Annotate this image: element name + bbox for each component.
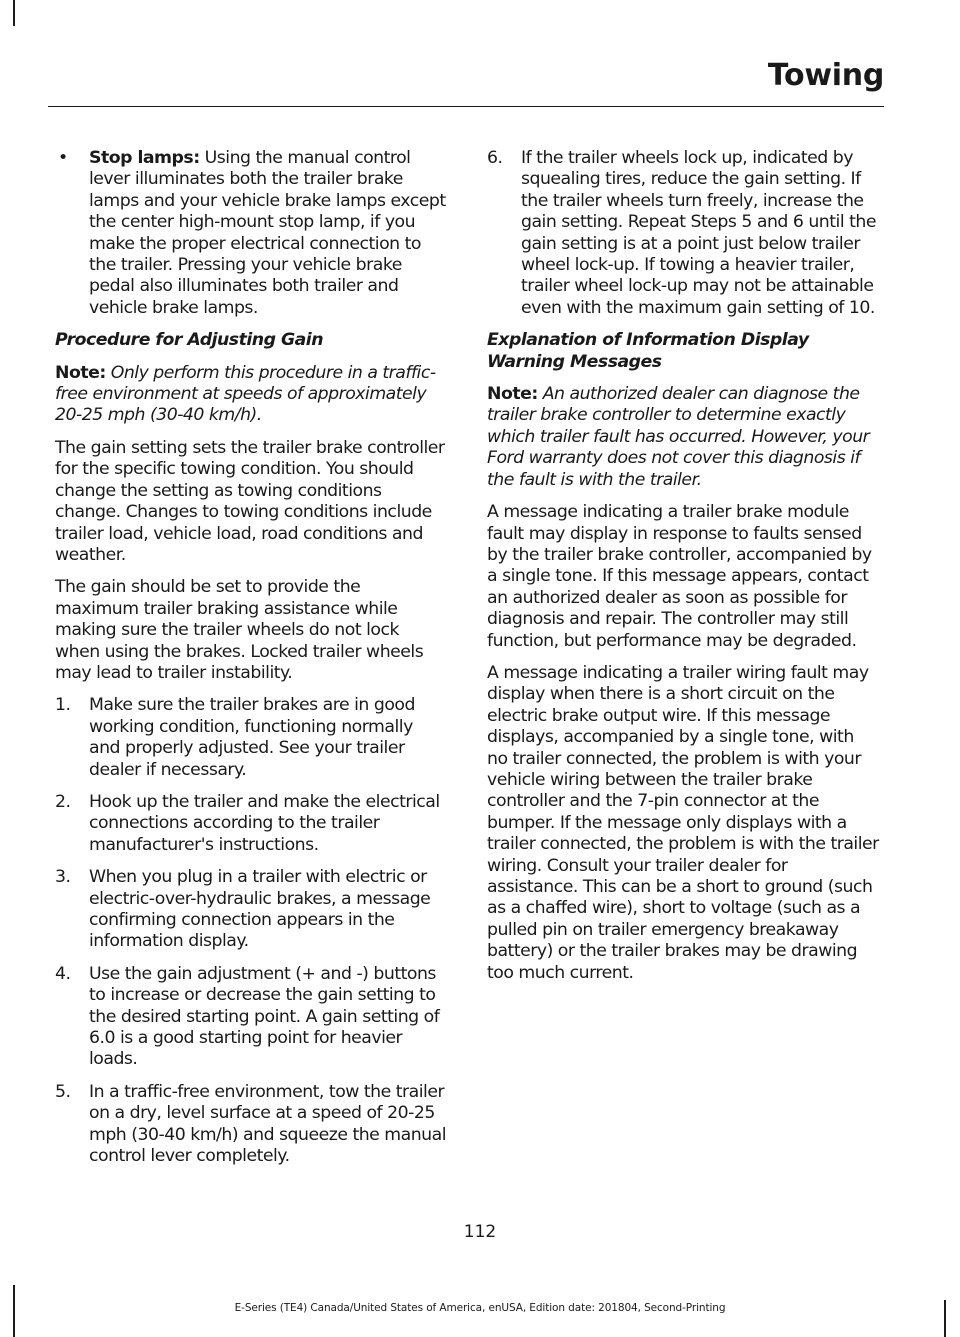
bullet-term: Stop lamps:: [89, 148, 200, 168]
section-heading-warning-messages: Explanation of Information Display Warning Messages: [487, 330, 809, 372]
paragraph-gain-setting: The gain setting sets the trailer brake controller for the specific towing condition. You should change the setting as towing conditions change. Changes to towing conditions include trailer load, vehicle load, road conditions and weather.: [55, 437, 445, 565]
page-number: 112: [463, 1222, 497, 1242]
note-text: Only perform this procedure in a traffic-free environment at speeds of approximately 20-25 mph (30-40 km/h).: [55, 362, 436, 426]
step-number: 2.: [55, 791, 71, 812]
step-text: If the trailer wheels lock up, indicated by squealing tires, reduce the gain setting. If the trailer wheels turn freely, increase the gain setting. Repeat Steps 5 and 6 until the gain setting is at a point just below trailer wheel lock-up. If towing a heavier trailer, trailer wheel lock-up may not be attainable even with the maximum gain setting of 10.: [521, 148, 876, 318]
note-label: Note:: [55, 362, 106, 383]
step-text: In a traffic-free environment, tow the trailer on a dry, level surface at a speed of 20-25 mph (30-40 km/h) and squeeze the manual control lever completely.: [89, 1081, 447, 1167]
bullet-marker: •: [58, 148, 68, 168]
paragraph-gain-assistance: The gain should be set to provide the maximum trailer braking assistance while making sure the trailer wheels do not lock when using the brakes. Locked trailer wheels may lead to trailer instability.: [55, 577, 424, 683]
paragraph-wiring-fault: A message indicating a trailer wiring fault may display when there is a short circuit on the electric brake output wire. If this message displays, accompanied by a single tone, with no trailer connected, the problem is with your vehicle wiring between the trailer brake controller and the 7-pin connector at the bumper. If the message only displays with a trailer connected, the problem is with the trailer wiring. Consult your trailer dealer for assistance. This can be a short to ground (such as a chaffed wire), short to voltage (such as a pulled pin on trailer emergency breakaway battery) or the trailer brakes may be drawing too much current.: [487, 662, 879, 983]
step-number: 1.: [55, 695, 71, 716]
step-number: 4.: [55, 963, 71, 984]
step-text: Use the gain adjustment (+ and -) buttons to increase or decrease the gain setting to the desired starting point. A gain setting of 6.0 is a good starting point for heavier loads.: [89, 963, 440, 1070]
step-item-3: [55, 867, 447, 953]
step-item-1: [55, 695, 447, 781]
step-text: When you plug in a trailer with electric or electric-over-hydraulic brakes, a message confirming connection appears in the information display.: [89, 867, 431, 952]
step-item-2: [55, 792, 447, 856]
bullet-text: Using the manual control lever illuminates both the trailer brake lamps and your vehicle brake lamps except the center high-mount stop lamp, if you make the proper electrical connection to the trailer. Pressing your vehicle brake pedal also illuminates both trailer and vehicle brake lamps.: [89, 148, 446, 318]
note-label: Note:: [487, 384, 538, 405]
step-number: 3.: [55, 867, 71, 888]
footer-edition-text: E-Series (TE4) Canada/United States of America, enUSA, Edition date: 201804, Second-Printing: [234, 1302, 726, 1314]
step-number: 5.: [55, 1081, 71, 1102]
section-heading-adjusting-gain: Procedure for Adjusting Gain: [55, 330, 324, 351]
step-item-4: [55, 964, 447, 1071]
bullet-item-stop-lamps: [55, 148, 447, 319]
header-divider: [48, 106, 884, 107]
right-column: [487, 148, 879, 995]
step-number: 6.: [487, 148, 503, 168]
step-item-5: [55, 1082, 447, 1168]
crop-mark-top-left: [13, 0, 15, 26]
page-title: Towing: [767, 58, 884, 93]
step-text: Hook up the trailer and make the electrical connections according to the trailer manufacturer's instructions.: [89, 791, 440, 855]
paragraph-module-fault: A message indicating a trailer brake module fault may display in response to faults sensed by the trailer brake controller, accompanied by a single tone. If this message appears, contact an authorized dealer as soon as possible for diagnosis and repair. The controller may still function, but performance may be degraded.: [487, 502, 872, 651]
step-text: Make sure the trailer brakes are in good working condition, functioning normally and properly adjusted. See your trailer dealer if necessary.: [89, 695, 415, 780]
note-text: An authorized dealer can diagnose the trailer brake controller to determine exactly which trailer fault has occurred. However, your Ford warranty does not cover this diagnosis if the fault is with the trailer.: [487, 384, 870, 490]
left-column: [55, 148, 447, 1178]
step-item-6: [487, 148, 879, 319]
note: [487, 384, 879, 491]
note: [55, 363, 447, 427]
